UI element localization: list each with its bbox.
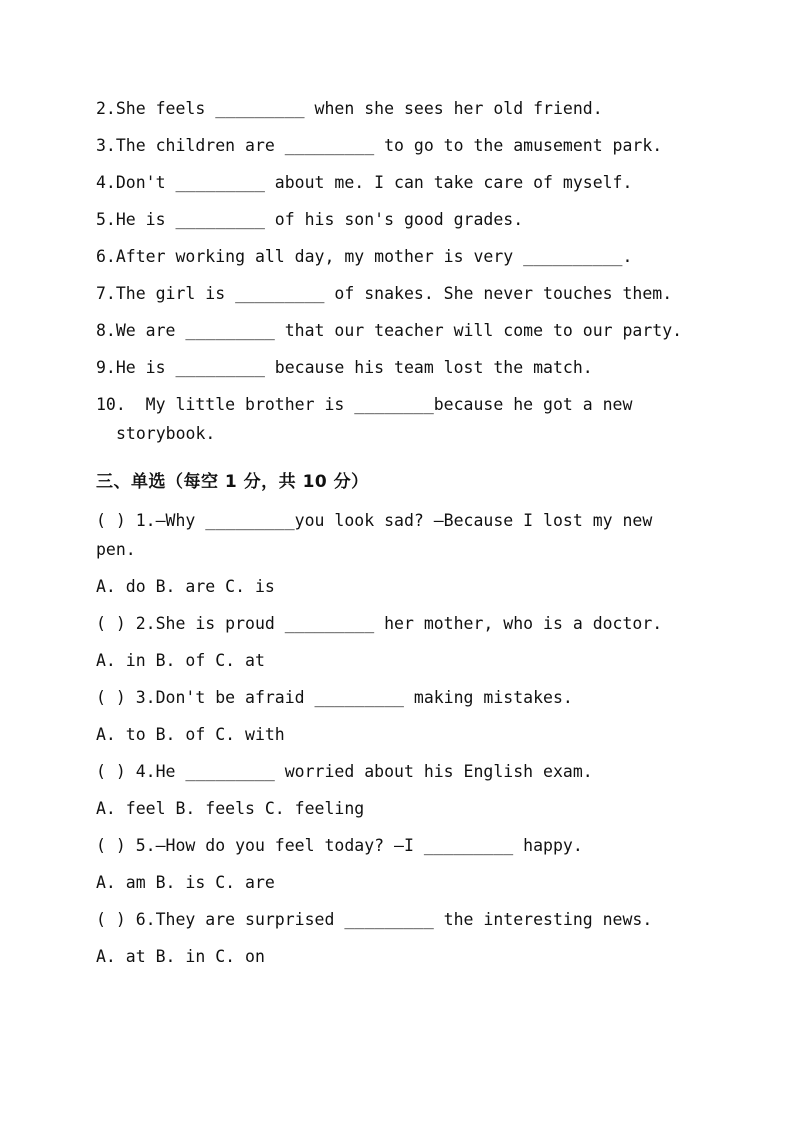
mc-options-6: A. at B. in C. on	[96, 947, 265, 966]
question-6: 6.After working all day, my mother is very __________.	[96, 247, 633, 266]
question-2: 2.She feels _________ when she sees her old friend.	[96, 99, 603, 118]
question-7: 7.The girl is _________ of snakes. She never touches them.	[96, 284, 673, 303]
mc-question-1: ( ) 1.—Why _________you look sad? —Because I lost my new	[96, 511, 653, 530]
mc-options-5: A. am B. is C. are	[96, 873, 275, 892]
mc-options-4: A. feel B. feels C. feeling	[96, 799, 365, 818]
question-10-continued: storybook.	[116, 424, 216, 443]
question-8: 8.We are _________ that our teacher will come to our party.	[96, 321, 683, 340]
mc-options-3: A. to B. of C. with	[96, 725, 285, 744]
question-5: 5.He is _________ of his son's good grades.	[96, 210, 524, 229]
mc-question-1-continued: pen.	[96, 540, 136, 559]
question-9: 9.He is _________ because his team lost the match.	[96, 358, 593, 377]
mc-options-2: A. in B. of C. at	[96, 651, 265, 670]
section-heading: 三、单选（每空 1 分，共 10 分）	[96, 472, 369, 492]
mc-question-6: ( ) 6.They are surprised _________ the interesting news.	[96, 910, 653, 929]
mc-question-2: ( ) 2.She is proud _________ her mother, who is a doctor.	[96, 614, 663, 633]
question-10: 10. My little brother is ________because he got a new	[96, 395, 633, 414]
mc-question-5: ( ) 5.—How do you feel today? —I _________ happy.	[96, 836, 583, 855]
mc-question-4: ( ) 4.He _________ worried about his English exam.	[96, 762, 593, 781]
mc-question-3: ( ) 3.Don't be afraid _________ making mistakes.	[96, 688, 573, 707]
question-4: 4.Don't _________ about me. I can take care of myself.	[96, 173, 633, 192]
question-3: 3.The children are _________ to go to the amusement park.	[96, 136, 663, 155]
mc-options-1: A. do B. are C. is	[96, 577, 275, 596]
